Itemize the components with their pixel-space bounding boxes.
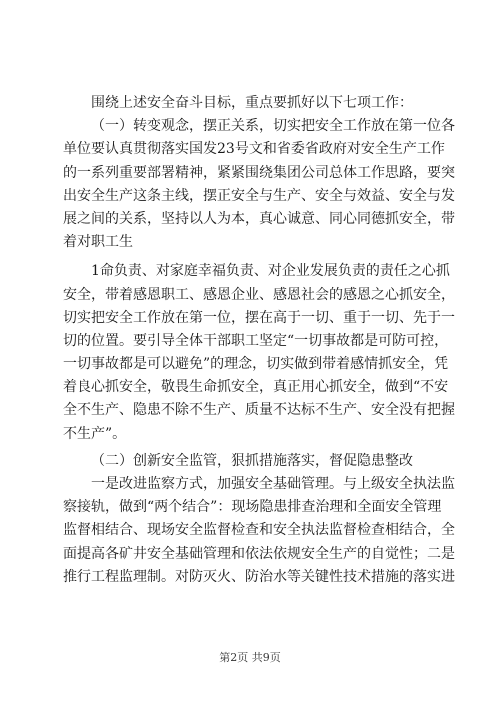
text-line: 不生产”。 [63,425,127,442]
page-number-label: 第2页 共9页 [219,651,281,664]
text-line: 展之间的关系，坚持以人为本，真心诚意、同心同德抓安全，带 [63,210,455,227]
text-line: 切的位置。要引导全体干部职工坚定“一切事故都是可防可控， [63,332,449,349]
section-2-heading [63,450,438,473]
text-line: 全不生产、隐患不除不生产、质量不达标不生产、安全没有把握 [63,402,455,419]
text-line: （一）转变观念，摆正关系，切实把安全工作放在第一位各 [91,118,455,135]
text-line: 安全，带着感恩职工、感恩企业、感恩社会的感恩之心抓安全， [63,286,455,303]
document-body [63,92,455,589]
text-line: 1命负责、对家庭幸福负责、对企业发展负责的责任之心抓 [91,263,450,280]
text-line: 着对职工生 [63,234,133,251]
text-line: 一切事故都是可以避免”的理念，切实做到带着感情抓安全，凭 [63,356,449,373]
text-line: 出安全生产这条主线，摆正安全与生产、安全与效益、安全与发 [63,187,455,204]
paragraph-section-1 [63,115,455,254]
text-line: 单位要认真贯彻落实国发23号文和省委省政府对安全生产工作 [63,141,445,158]
text-line: 围绕上述安全奋斗目标，重点要抓好以下七项工作： [91,95,413,111]
text-line: 切实把安全工作放在第一位，摆在高于一切、重于一切、先于一 [63,309,455,326]
text-line: 面提高各矿井安全基础管理和依法依规安全生产的自觉性；二是 [63,545,455,562]
page-footer [0,649,500,665]
text-line: 察接轨，做到“两个结合”：现场隐患排查治理和全面安全管理 [63,499,442,516]
text-line: 推行工程监理制。对防灭火、防治水等关键性技术措施的落实进 [63,568,455,585]
paragraph-section-1-continued [63,260,455,446]
text-line: 的一系列重要部署精神，紧紧围绕集团公司总体工作思路，要突 [63,164,455,181]
section-heading-line: （二）创新安全监管，狠抓措施落实，督促隐患整改 [91,452,413,469]
text-line: 着良心抓安全，敬畏生命抓安全，真正用心抓安全，做到“不安 [63,379,449,396]
text-line: 监督相结合、现场安全监督检查和安全执法监督检查相结合，全 [63,522,455,539]
paragraph-intro [63,92,438,115]
paragraph-section-2 [63,473,455,589]
text-line: 一是改进监察方式，加强安全基础管理。与上级安全执法监 [91,476,455,492]
